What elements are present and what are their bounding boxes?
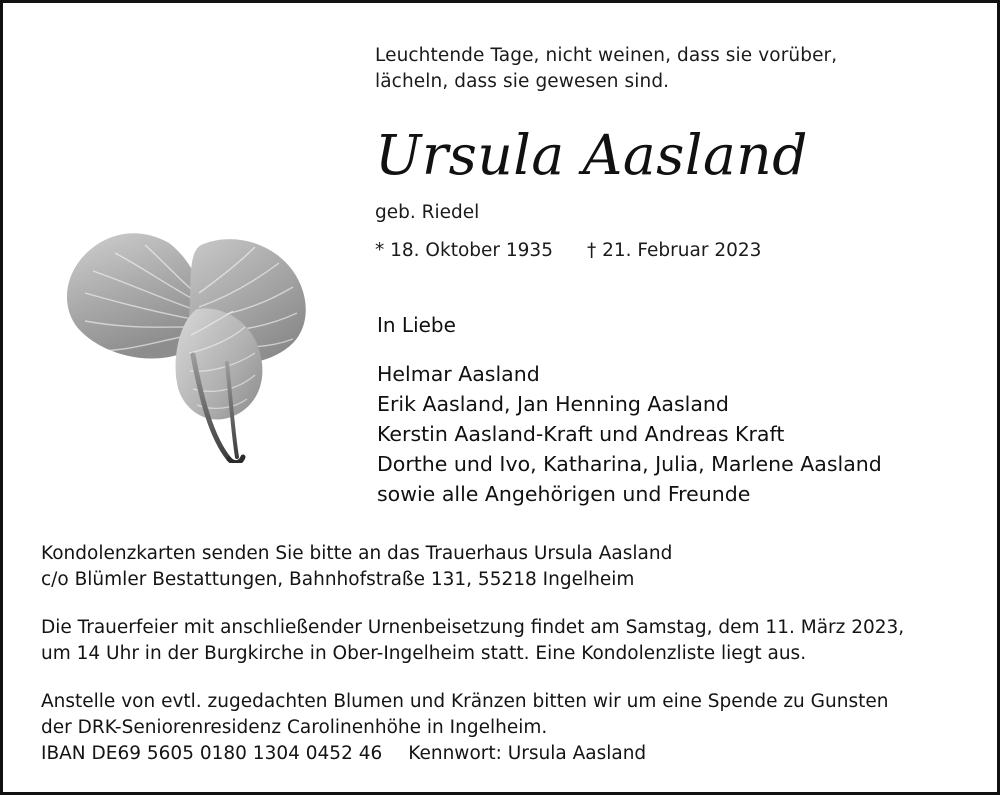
family-line: Helmar Aasland [377, 362, 540, 386]
dedication-block [377, 311, 987, 509]
condolence-line: Kondolenzkarten senden Sie bitte an das Trauerhaus Ursula Aasland [41, 543, 673, 564]
verse [375, 43, 985, 95]
spacer [41, 667, 971, 689]
family-line: sowie alle Angehörigen und Freunde [377, 482, 751, 506]
donation-line: Anstelle von evtl. zugedachten Blumen und Kränzen bitten wir um eine Spende zu Gunsten [41, 691, 889, 712]
life-dates [375, 239, 985, 263]
maiden-name: geb. Riedel [375, 202, 480, 223]
verse-line-1: Leuchtende Tage, nicht weinen, dass sie vorüber, [375, 45, 838, 66]
family-line: Dorthe und Ivo, Katharina, Julia, Marlene Aasland [377, 452, 882, 476]
family-line: Kerstin Aasland-Kraft und Andreas Kraft [377, 422, 785, 446]
information-block [41, 541, 971, 767]
iban: IBAN DE69 5605 0180 1304 0452 46 [41, 743, 383, 764]
donation-line: der DRK-Seniorenresidenz Carolinenhöhe in Ingelheim. [41, 717, 548, 738]
ginkgo-leaf-illustration [41, 113, 331, 463]
dedication-label: In Liebe [377, 313, 456, 337]
verse-line-2: lächeln, dass sie gewesen sind. [375, 71, 670, 92]
birth-date: * 18. Oktober 1935 [375, 240, 553, 261]
donation-keyword: Kennwort: Ursula Aasland [408, 743, 647, 764]
ceremony-line: um 14 Uhr in der Burgkirche in Ober-Ingelheim statt. Eine Kondolenzliste liegt aus. [41, 643, 807, 664]
ginkgo-leaf-icon [41, 113, 331, 463]
deceased-name: Ursula Aasland [375, 123, 808, 187]
ceremony-line: Die Trauerfeier mit anschließender Urnenbeisetzung findet am Samstag, dem 11. März 2023, [41, 617, 905, 638]
bank-details [41, 741, 971, 767]
family-list [377, 359, 987, 509]
spacer [41, 593, 971, 615]
condolence-line: c/o Blümler Bestattungen, Bahnhofstraße 131, 55218 Ingelheim [41, 569, 635, 590]
death-date: † 21. Februar 2023 [586, 240, 762, 261]
family-line: Erik Aasland, Jan Henning Aasland [377, 392, 729, 416]
header-text-block [375, 43, 985, 263]
